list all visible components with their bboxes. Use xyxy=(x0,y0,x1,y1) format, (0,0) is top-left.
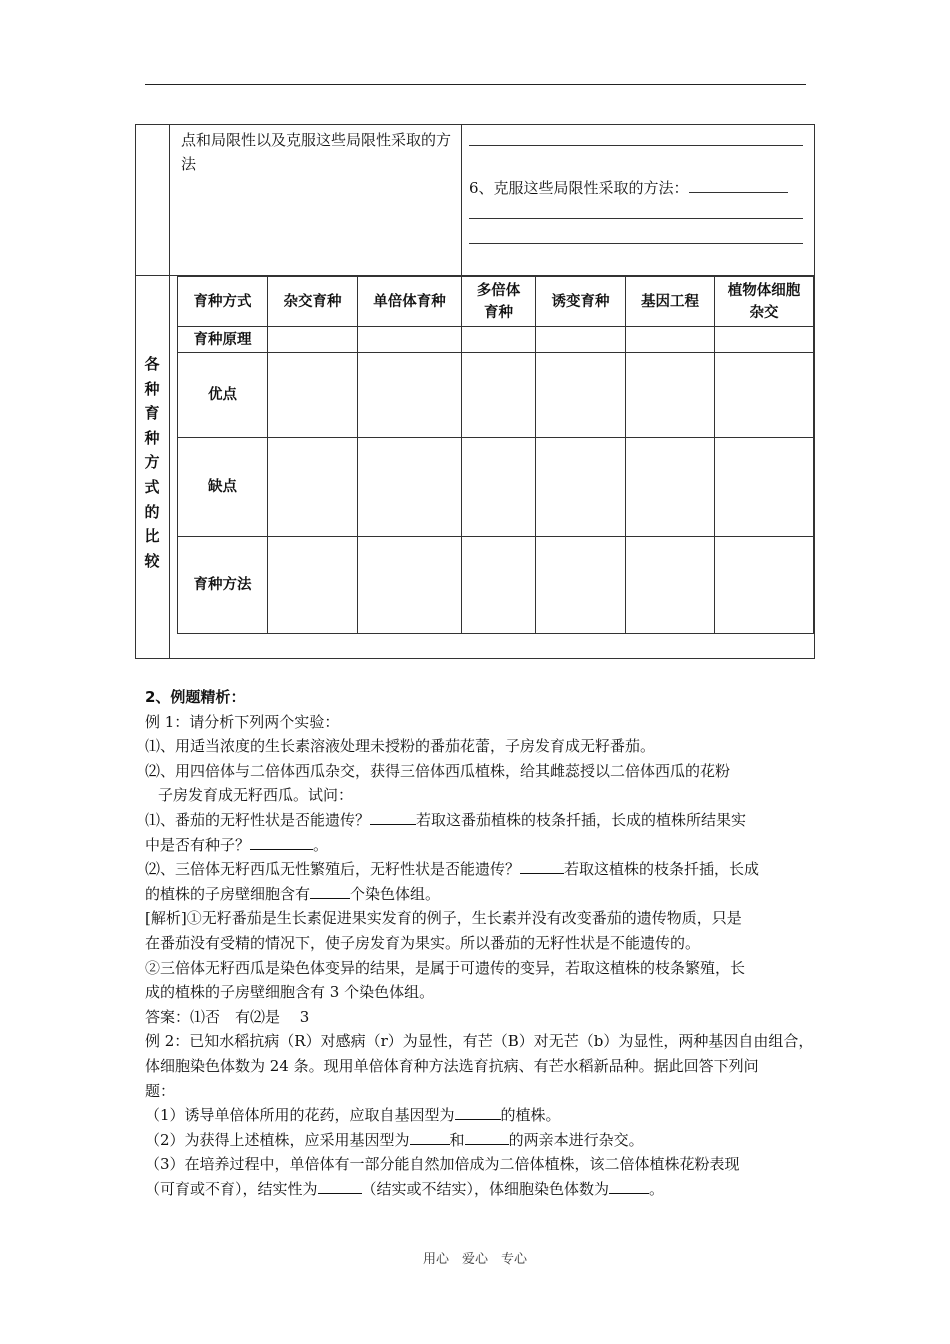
answer-blank xyxy=(520,859,564,874)
table-header-row xyxy=(178,277,814,327)
paragraph: [解析]①无籽番茄是生长素促进果实发育的例子，生长素并没有改变番茄的遗传物质，只是 xyxy=(145,909,742,928)
answer-blank xyxy=(455,1105,501,1120)
top-left-text: 点和局限性以及克服这些局限性采取的方法 xyxy=(181,131,452,173)
question-line: 的植株的子房壁细胞含有 个染色体组。 xyxy=(145,884,441,903)
header-cell: 诱变育种 xyxy=(536,277,626,327)
table-row xyxy=(178,438,814,537)
header-cell: 单倍体育种 xyxy=(358,277,462,327)
question-line: （可育或不育），结实性为 （结实或不结实），体细胞染色体数为 。 xyxy=(145,1179,665,1198)
row-label: 优点 xyxy=(178,353,268,438)
answer-line: 答案：⑴否 有⑵是 3 xyxy=(145,1007,310,1026)
answer-blank xyxy=(609,1179,649,1194)
paragraph: 题： xyxy=(145,1081,176,1100)
header-cell: 育种方式 xyxy=(178,277,268,327)
paragraph: 例 1：请分析下列两个实验： xyxy=(145,712,340,731)
paragraph: ⑴、用适当浓度的生长素溶液处理未授粉的番茄花蕾，子房发育成无籽番茄。 xyxy=(145,737,656,756)
col-divider-top-left xyxy=(169,125,170,275)
question-line: ⑴、番茄的无籽性状是否能遗传？ 若取这番茄植株的枝条扦插，长成的植株所结果实 xyxy=(145,810,747,829)
paragraph: 成的植株的子房壁细胞含有 3 个染色体组。 xyxy=(145,983,435,1002)
table-row xyxy=(178,353,814,438)
item-6 xyxy=(469,176,788,200)
header-rule xyxy=(145,84,806,85)
table-row xyxy=(178,327,814,353)
row-label: 育种原理 xyxy=(178,327,268,353)
question-line: ⑵、三倍体无籽西瓜无性繁殖后，无籽性状是否能遗传？ 若取这植株的枝条扦插，长成 xyxy=(145,860,760,879)
item-6-label: 6、克服这些局限性采取的方法： xyxy=(469,179,689,197)
answer-blank xyxy=(318,1179,362,1194)
paragraph: 子房发育成无籽西瓜。试问： xyxy=(158,786,354,805)
answer-line xyxy=(469,145,803,146)
answer-blank xyxy=(250,835,313,850)
row-label: 缺点 xyxy=(178,438,268,537)
answer-line xyxy=(469,218,803,219)
side-title: 各 种 育 种 方 式 的 比 较 xyxy=(144,355,160,570)
col-divider-top-mid xyxy=(461,125,462,275)
header-cell: 杂交育种 xyxy=(268,277,358,327)
answer-blank xyxy=(310,884,350,899)
answer-line xyxy=(469,243,803,244)
answer-blank xyxy=(410,1130,450,1145)
paragraph: ②三倍体无籽西瓜是染色体变异的结果，是属于可遗传的变异，若取这植株的枝条繁殖，长 xyxy=(145,958,746,977)
answer-blank xyxy=(689,177,788,193)
section-heading: 2、例题精析： xyxy=(145,688,246,706)
col-divider-bottom-left xyxy=(169,275,170,659)
header-cell: 基因工程 xyxy=(626,277,715,327)
question-line: 中是否有种子？ 。 xyxy=(145,835,329,854)
comparison-table xyxy=(177,276,814,634)
row-label: 育种方法 xyxy=(178,537,268,634)
paragraph: ⑵、用四倍体与二倍体西瓜杂交，获得三倍体西瓜植株，给其雌蕊授以二倍体西瓜的花粉 xyxy=(145,761,731,780)
header-cell: 植物体细胞杂交 xyxy=(715,277,814,327)
paragraph: 例 2：已知水稻抗病（R）对感病（r）为显性，有芒（B）对无芒（b）为显性，两种基因自由组合， xyxy=(145,1032,814,1051)
answer-blank xyxy=(465,1130,509,1145)
header-cell: 多倍体育种 xyxy=(462,277,536,327)
example-section xyxy=(145,685,814,1201)
answer-blank xyxy=(370,810,416,825)
table-row xyxy=(178,537,814,634)
question-line: （2）为获得上述植株，应采用基因型为 和 的两亲本进行杂交。 xyxy=(145,1130,644,1149)
paragraph: 在番茄没有受精的情况下，使子房发育为果实。所以番茄的无籽性状是不能遗传的。 xyxy=(145,933,701,952)
paragraph: （3）在培养过程中，单倍体有一部分能自然加倍成为二倍体植株，该二倍体植株花粉表现 xyxy=(145,1155,740,1174)
paragraph: 体细胞染色体数为 24 条。现用单倍体育种方法选育抗病、有芒水稻新品种。据此回答下列问 xyxy=(145,1056,759,1075)
page-footer: 用心 爱心 专心 xyxy=(422,1252,527,1267)
question-line: （1）诱导单倍体所用的花药，应取自基因型为 的植株。 xyxy=(145,1106,561,1125)
